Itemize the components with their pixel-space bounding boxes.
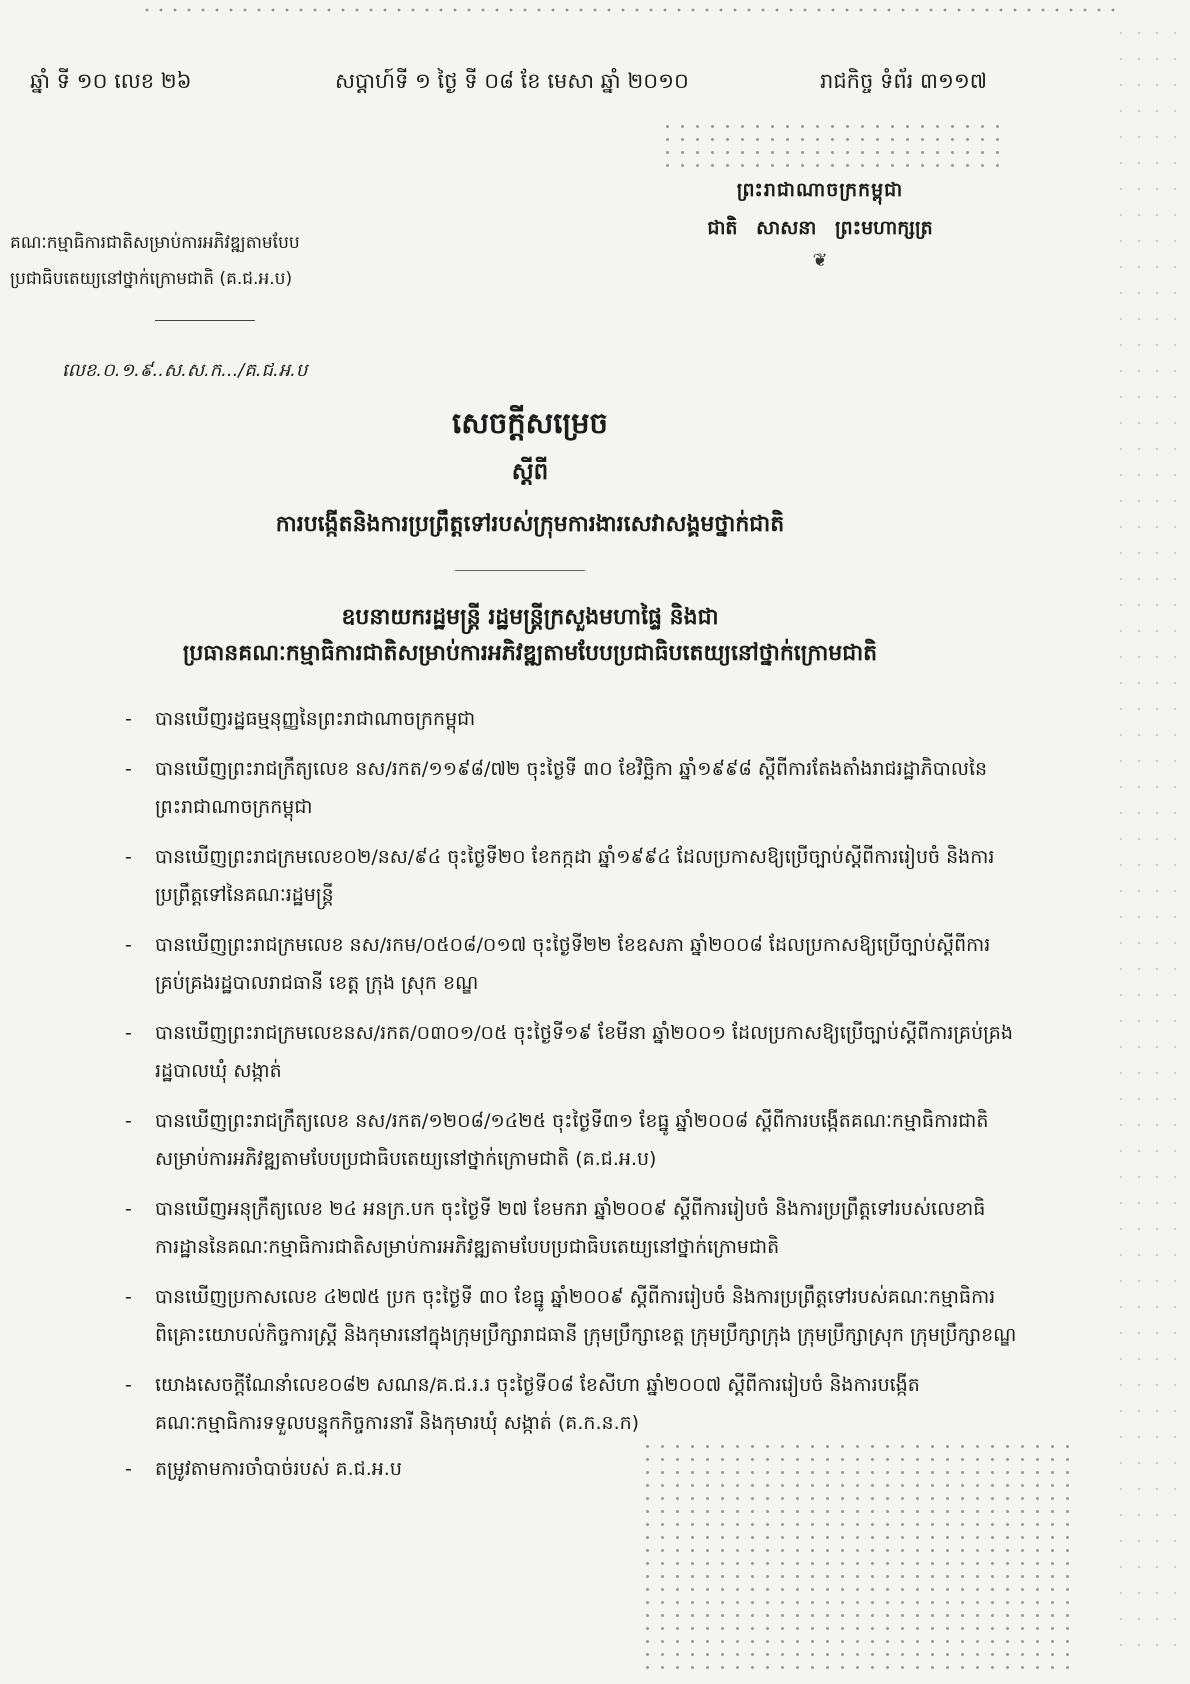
committee-line-1: គណៈកម្មាធិការជាតិសម្រាប់ការអភិវឌ្ឍតាមបែប bbox=[10, 233, 300, 253]
considerations-list bbox=[115, 700, 1020, 1488]
issue-number: ឆ្នាំ ទី ១០ លេខ ២៦ bbox=[30, 69, 192, 93]
document-title: សេចក្តីសម្រេច bbox=[452, 406, 608, 440]
reference-number: លេខ.០.១.៩..ស.ស.ក.../គ.ជ.អ.ប bbox=[62, 360, 308, 381]
divider bbox=[455, 570, 585, 571]
scan-noise-upper-right bbox=[660, 120, 1010, 170]
list-item: - បានឃើញព្រះរាជក្រឹត្យលេខ នស/រកត/១២០៨/១៤២៥ ចុះថ្ងៃទី៣១ ខែធ្នូ ឆ្នាំ២០០៨ ស្តីពីការបង្កើតគណៈកម្មាធិការជាតិសម្រាប់ការអភិវឌ្ឍតាមបែបប្រជាធិបតេយ្យនៅថ្នាក់ក្រោមជាតិ (គ.ជ.អ.ប) bbox=[115, 1102, 1020, 1178]
list-item: - បានឃើញប្រកាសលេខ ៤២៧៥ ប្រក ចុះថ្ងៃទី ៣០ ខែធ្នូ ឆ្នាំ២០០៩ ស្តីពីការរៀបចំ និងការប្រព្រឹត្តទៅរបស់គណៈកម្មាធិការពិគ្រោះយោបល់កិច្ចការស្ត្រី និងកុមារនៅក្នុងក្រុមប្រឹក្សារាជធានី ក្រុមប្រឹក្សាខេត្ត ក្រុមប្រឹក្សាក្រុង ក្រុមប្រឹក្សាស្រុក ក្រុមប្រឹក្សាខណ្ឌ bbox=[115, 1278, 1020, 1354]
list-item: - បានឃើញអនុក្រឹត្យលេខ ២៤ អនក្រ.បក ចុះថ្ងៃទី ២៧ ខែមករា ឆ្នាំ២០០៩ ស្តីពីការរៀបចំ និងការប្រព្រឹត្តទៅរបស់លេខាធិការដ្ឋាននៃគណៈកម្មាធិការជាតិសម្រាប់ការអភិវឌ្ឍតាមបែបប្រជាធិបតេយ្យនៅថ្នាក់ក្រោមជាតិ bbox=[115, 1190, 1020, 1266]
document-about: ស្តីពី bbox=[511, 459, 549, 485]
issuer-line-2: ប្រធានគណៈកម្មាធិការជាតិសម្រាប់ការអភិវឌ្ឍតាមបែបប្រជាធិបតេយ្យនៅថ្នាក់ក្រោមជាតិ bbox=[182, 641, 878, 666]
national-motto: ជាតិ សាសនា ព្រះមហាក្សត្រ bbox=[707, 217, 933, 239]
ornament-icon: ❦ bbox=[812, 250, 828, 271]
list-item: - បានឃើញព្រះរាជក្រមលេខនស/រកត/០៣០១/០៥ ចុះថ្ងៃទី១៩ ខែមីនា ឆ្នាំ២០០១ ដែលប្រកាសឱ្យប្រើច្បាប់ស្តីពីការគ្រប់គ្រងរដ្ឋបាលឃុំ សង្កាត់ bbox=[115, 1014, 1020, 1090]
list-item: - បានឃើញរដ្ឋធម្មនុញ្ញនៃព្រះរាជាណាចក្រកម្ពុជា bbox=[115, 700, 1020, 738]
issuer-block bbox=[0, 600, 1060, 672]
list-item: - បានឃើញព្រះរាជក្រមលេខ០២/នស/៩៤ ចុះថ្ងៃទី២០ ខែកក្កដា ឆ្នាំ១៩៩៤ ដែលប្រកាសឱ្យប្រើច្បាប់ស្តីពីការរៀបចំ និងការប្រព្រឹត្តទៅនៃគណៈរដ្ឋមន្ត្រី bbox=[115, 838, 1020, 914]
issuer-line-1: ឧបនាយករដ្ឋមន្ត្រី រដ្ឋមន្ត្រីក្រសួងមហាផ្ទៃ និងជា bbox=[341, 605, 719, 630]
list-item: - បានឃើញព្រះរាជក្រឹត្យលេខ នស/រកត/១១៩៨/៧២ ចុះថ្ងៃទី ៣០ ខែវិច្ឆិកា ឆ្នាំ១៩៩៨ ស្តីពីការតែងតាំងរាជរដ្ឋាភិបាលនៃព្រះរាជាណាចក្រកម្ពុជា bbox=[115, 750, 1020, 826]
list-item: - តម្រូវតាមការចាំបាច់របស់ គ.ជ.អ.ប bbox=[115, 1450, 1020, 1488]
royal-heading bbox=[690, 178, 950, 271]
committee-line-2: ប្រជាធិបតេយ្យនៅថ្នាក់ក្រោមជាតិ (គ.ជ.អ.ប) bbox=[10, 269, 293, 289]
page-number: រាជកិច្ច ទំព័រ ៣១១៧ bbox=[820, 69, 987, 93]
list-item: - បានឃើញព្រះរាជក្រមលេខ នស/រកម/០៥០៨/០១៧ ចុះថ្ងៃទី២២ ខែឧសភា ឆ្នាំ២០០៨ ដែលប្រកាសឱ្យប្រើច្បាប់ស្តីពីការគ្រប់គ្រងរដ្ឋបាលរាជធានី ខេត្ត ក្រុង ស្រុក ខណ្ឌ bbox=[115, 926, 1020, 1002]
document-subject: ការបង្កើតនិងការប្រព្រឹត្តទៅរបស់ក្រុមការងារសេវាសង្គមថ្នាក់ជាតិ bbox=[275, 512, 785, 537]
scan-noise-top bbox=[140, 6, 1120, 16]
scan-noise-right bbox=[1112, 20, 1182, 1670]
issuing-committee bbox=[10, 225, 430, 297]
kingdom-title: ព្រះរាជាណាចក្រកម្ពុជា bbox=[736, 179, 904, 201]
divider bbox=[155, 320, 255, 321]
list-item: - យោងសេចក្តីណែនាំលេខ០៨២ សណន/គ.ជ.រ.រ ចុះថ្ងៃទី០៨ ខែសីហា ឆ្នាំ២០០៧ ស្តីពីការរៀបចំ និងការបង្កើតគណៈកម្មាធិការទទួលបន្ទុកកិច្ចការនារី និងកុមារឃុំ សង្កាត់ (គ.ក.ន.ក) bbox=[115, 1366, 1020, 1442]
gazette-header bbox=[30, 68, 1010, 98]
issue-date: សប្តាហ៍ទី ១ ថ្ងៃ ទី ០៨ ខែ មេសា ឆ្នាំ ២០១០ bbox=[335, 69, 689, 93]
